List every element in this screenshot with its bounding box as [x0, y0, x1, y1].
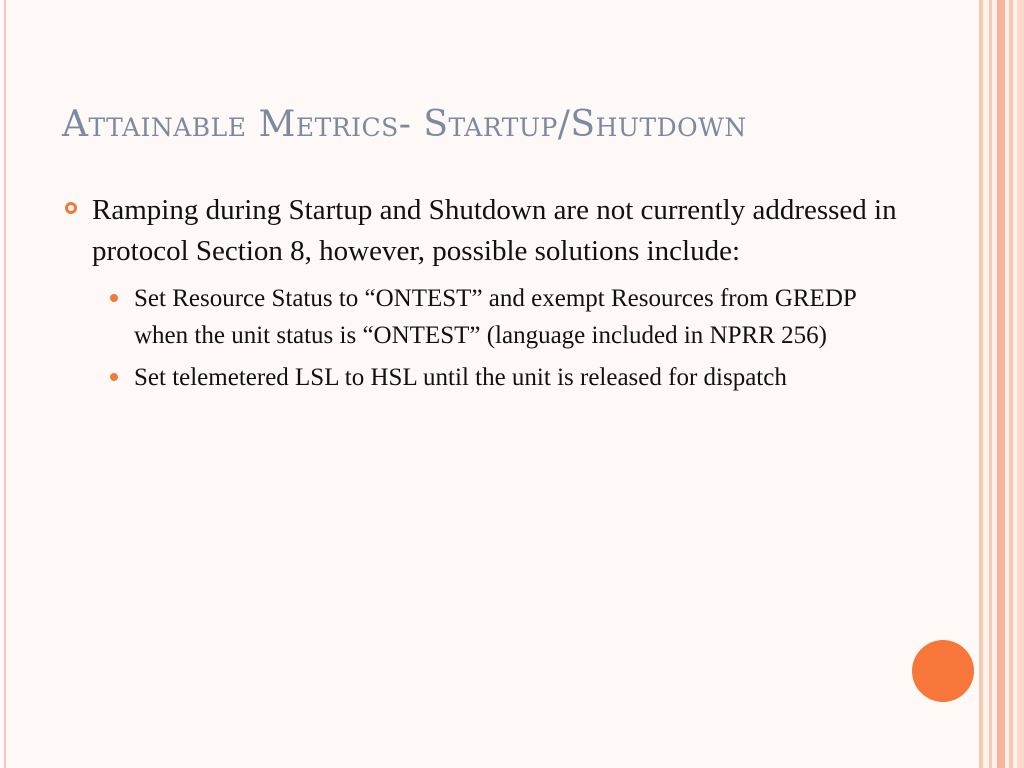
right-stripe [989, 0, 992, 768]
filled-dot-bullet-icon [110, 294, 118, 302]
bullet-item [62, 190, 902, 272]
sub-bullet-text: Set telemetered LSL to HSL until the unit is released for dispatch [134, 364, 787, 391]
slide-title: Attainable Metrics- Startup/Shutdown [62, 104, 747, 145]
bullet-text: Ramping during Startup and Shutdown are not currently addressed in protocol Section 8, however, possible solutions include: [92, 194, 897, 267]
sub-bullet-item [104, 359, 902, 396]
filled-dot-bullet-icon [110, 373, 118, 381]
sub-bullet-text: Set Resource Status to “ONTEST” and exempt Resources from GREDP when the unit status is “ONTEST” (language included in NPRR 256) [134, 285, 856, 349]
right-stripe [979, 0, 983, 768]
sub-bullet-list [62, 280, 902, 396]
slide-body [62, 190, 902, 401]
orange-circle-icon [912, 640, 974, 702]
right-stripe [1017, 0, 1024, 768]
right-stripe [1009, 0, 1013, 768]
sub-bullet-item [104, 280, 902, 354]
right-stripe [997, 0, 1005, 768]
hollow-circle-bullet-icon [65, 202, 77, 214]
left-decorative-stripe [4, 0, 6, 768]
